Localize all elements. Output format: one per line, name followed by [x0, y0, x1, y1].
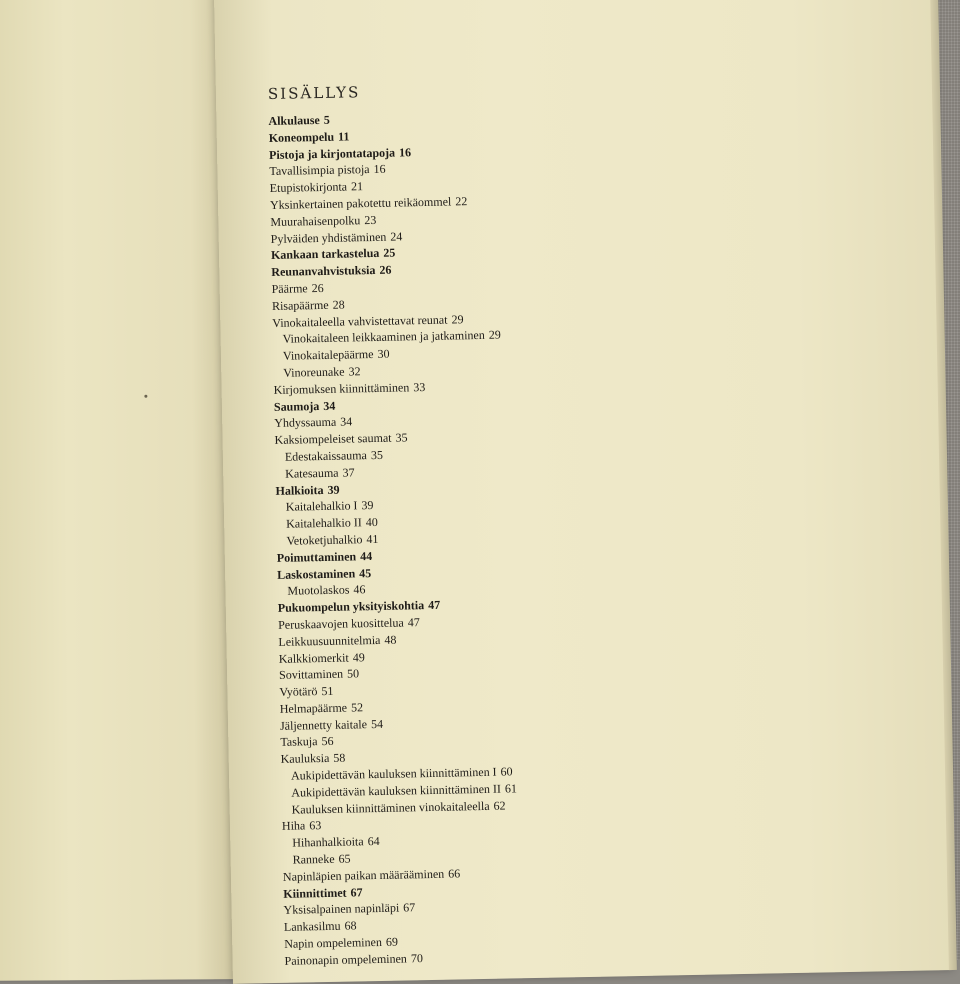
left-page [0, 0, 233, 981]
toc-entry-page: 35 [395, 430, 408, 445]
toc-entry-page: 33 [413, 379, 426, 394]
toc-entry-title: Aukipidettävän kauluksen kiinnittäminen II [291, 781, 502, 800]
toc-entry-title: Halkioita [275, 482, 324, 498]
toc-entry-title: Ranneke [292, 851, 335, 867]
toc-entry-page: 48 [384, 632, 397, 647]
toc-entry-page: 52 [350, 700, 364, 715]
toc-entry-title: Napinläpien paikan määrääminen [282, 866, 445, 884]
toc-entry-title: Yksinkertainen pakotettu reikäommel [269, 194, 452, 212]
toc-entry-title: Kankaan tarkastelua [270, 246, 380, 263]
toc-entry-page: 11 [337, 129, 350, 144]
toc-entry-page: 35 [370, 447, 383, 463]
toc-entry-page: 54 [370, 716, 384, 731]
toc-entry-title: Lankasilmu [283, 918, 341, 935]
toc-entry-page: 40 [365, 515, 378, 530]
toc-entry-page: 28 [332, 297, 345, 312]
toc-entry-title: Yksisalpainen napinläpi [283, 901, 400, 918]
toc-entry-title: Hihanhalkioita [292, 834, 364, 850]
toc-entry-title: Vinokaitalepäärme [282, 347, 374, 363]
toc-entry-title: Kaksiompeleiset saumat [274, 430, 392, 448]
toc-entry-title: Päärme [271, 281, 308, 296]
toc-entry-title: Koneompelu [268, 129, 335, 145]
toc-entry-title: Kauluksia [280, 751, 330, 767]
toc-entry-title: Pistoja ja kirjontatapoja [268, 145, 396, 162]
toc-entry-title: Leikkuusuunnitelmia [278, 632, 381, 649]
toc-entry-page: 67 [350, 884, 363, 900]
toc-entry-title: Vinokaitaleen leikkaaminen ja jatkaminen [282, 328, 485, 347]
toc-entry-title: Kaitalehalkio I [285, 498, 358, 515]
page-title: SISÄLLYS [267, 83, 361, 103]
toc-entry-title: Painonapin ompeleminen [284, 951, 407, 968]
toc-entry-title: Muurahaisenpolku [270, 213, 361, 229]
toc-entry-title: Alkulause [268, 112, 320, 128]
toc-entry-page: 70 [410, 951, 423, 966]
toc-entry-title: Kauluksen kiinnittäminen vinokaitaleella [291, 798, 490, 817]
right-page [214, 0, 953, 984]
toc-entry-page: 39 [327, 482, 340, 497]
toc-entry-page: 67 [403, 900, 416, 915]
toc-entry-title: Saumoja [273, 398, 320, 414]
toc-entry-title: Napin ompeleminen [284, 935, 383, 951]
toc-entry-title: Vinokaitaleella vahvistettavat reunat [272, 312, 448, 330]
toc-entry-page: 46 [353, 582, 366, 597]
toc-entry-page: 68 [344, 918, 357, 933]
toc-entry-title: Kirjomuksen kiinnittäminen [273, 380, 410, 397]
toc-entry-page: 51 [321, 683, 334, 699]
toc-entry-page: 30 [377, 346, 390, 362]
toc-entry-page: 26 [311, 280, 324, 296]
toc-entry-title: Peruskaavojen kuosittelua [277, 615, 404, 632]
toc-entry-title: Etupistokirjonta [269, 179, 348, 196]
toc-entry-title: Vetoketjuhalkio [286, 532, 363, 548]
toc-entry-title: Edestakaissauma [284, 448, 367, 464]
toc-entry-page: 56 [321, 734, 334, 749]
toc-entry-page: 16 [373, 162, 386, 177]
toc-entry-page: 29 [451, 311, 464, 327]
toc-entry-title: Kiinnittimet [283, 885, 347, 901]
toc-entry-title: Reunanvahvistuksia [271, 263, 376, 280]
toc-entry-title: Taskuja [280, 734, 318, 750]
toc-entry-page: 5 [323, 112, 330, 127]
toc-entry-page: 26 [379, 262, 392, 278]
toc-entry-title: Vyötärö [279, 684, 318, 699]
toc-entry-title: Pukuompelun yksityiskohtia [277, 598, 425, 615]
toc-entry-page: 45 [359, 565, 372, 580]
toc-entry-title: Pylväiden yhdistäminen [270, 229, 387, 246]
toc-entry-page: 44 [360, 548, 373, 564]
toc-entry-title: Jäljennetty kaitale [279, 716, 368, 733]
toc-entry-title: Sovittaminen [278, 666, 344, 683]
toc-entry-page: 34 [323, 398, 336, 413]
toc-entry-title: Aukipidettävän kauluksen kiinnittäminen I [290, 764, 497, 783]
toc-entry-page: 34 [340, 414, 353, 429]
toc-entry-page: 41 [366, 531, 379, 547]
toc-entry-page: 50 [346, 666, 360, 681]
toc-entry-title: Yhdyssauma [274, 415, 337, 431]
toc-entry-title: Tavallisimpia pistoja [269, 162, 370, 179]
toc-entry-page: 24 [390, 229, 403, 244]
toc-entry-page: 47 [428, 597, 441, 613]
toc-entry-page: 62 [493, 798, 506, 813]
toc-entry-title: Muotolaskos [287, 582, 350, 599]
toc-entry-page: 29 [488, 327, 501, 343]
toc-entry-page: 25 [383, 245, 396, 261]
toc-entry-page: 47 [407, 615, 420, 630]
toc-entry-title: Kalkkiomerkit [278, 650, 349, 666]
toc-entry-title: Risapäärme [271, 297, 329, 313]
toc-entry-page: 23 [364, 212, 377, 227]
toc-entry-page: 64 [367, 834, 380, 849]
toc-entry-page: 49 [352, 649, 365, 664]
toc-entry-page: 69 [385, 934, 399, 949]
toc-entry-title: Helmapäärme [279, 700, 348, 716]
toc-entry-page: 39 [361, 498, 374, 513]
toc-entry-title: Hiha [281, 818, 306, 834]
toc-entry-page: 63 [309, 818, 322, 833]
toc-entry-page: 16 [398, 144, 412, 160]
toc-entry-page: 32 [348, 364, 361, 379]
toc-entry-page: 65 [338, 851, 351, 866]
toc-entry-page: 58 [333, 750, 346, 766]
toc-entry-page: 61 [504, 781, 518, 796]
toc-entry-page: 37 [342, 465, 355, 480]
toc-entry-title: Vinoreunake [283, 364, 345, 380]
toc-entry-page: 66 [448, 866, 461, 881]
toc-entry-page: 22 [455, 194, 468, 209]
toc-entry-page: 60 [500, 764, 513, 779]
toc-entry-title: Laskostaminen [277, 565, 356, 582]
table-of-contents [268, 103, 804, 969]
toc-entry-title: Kaitalehalkio II [286, 515, 362, 531]
toc-entry-title: Poimuttaminen [276, 549, 357, 565]
page-speck [144, 395, 147, 398]
toc-entry-title: Katesauma [285, 465, 339, 481]
toc-entry-page: 21 [350, 179, 364, 194]
